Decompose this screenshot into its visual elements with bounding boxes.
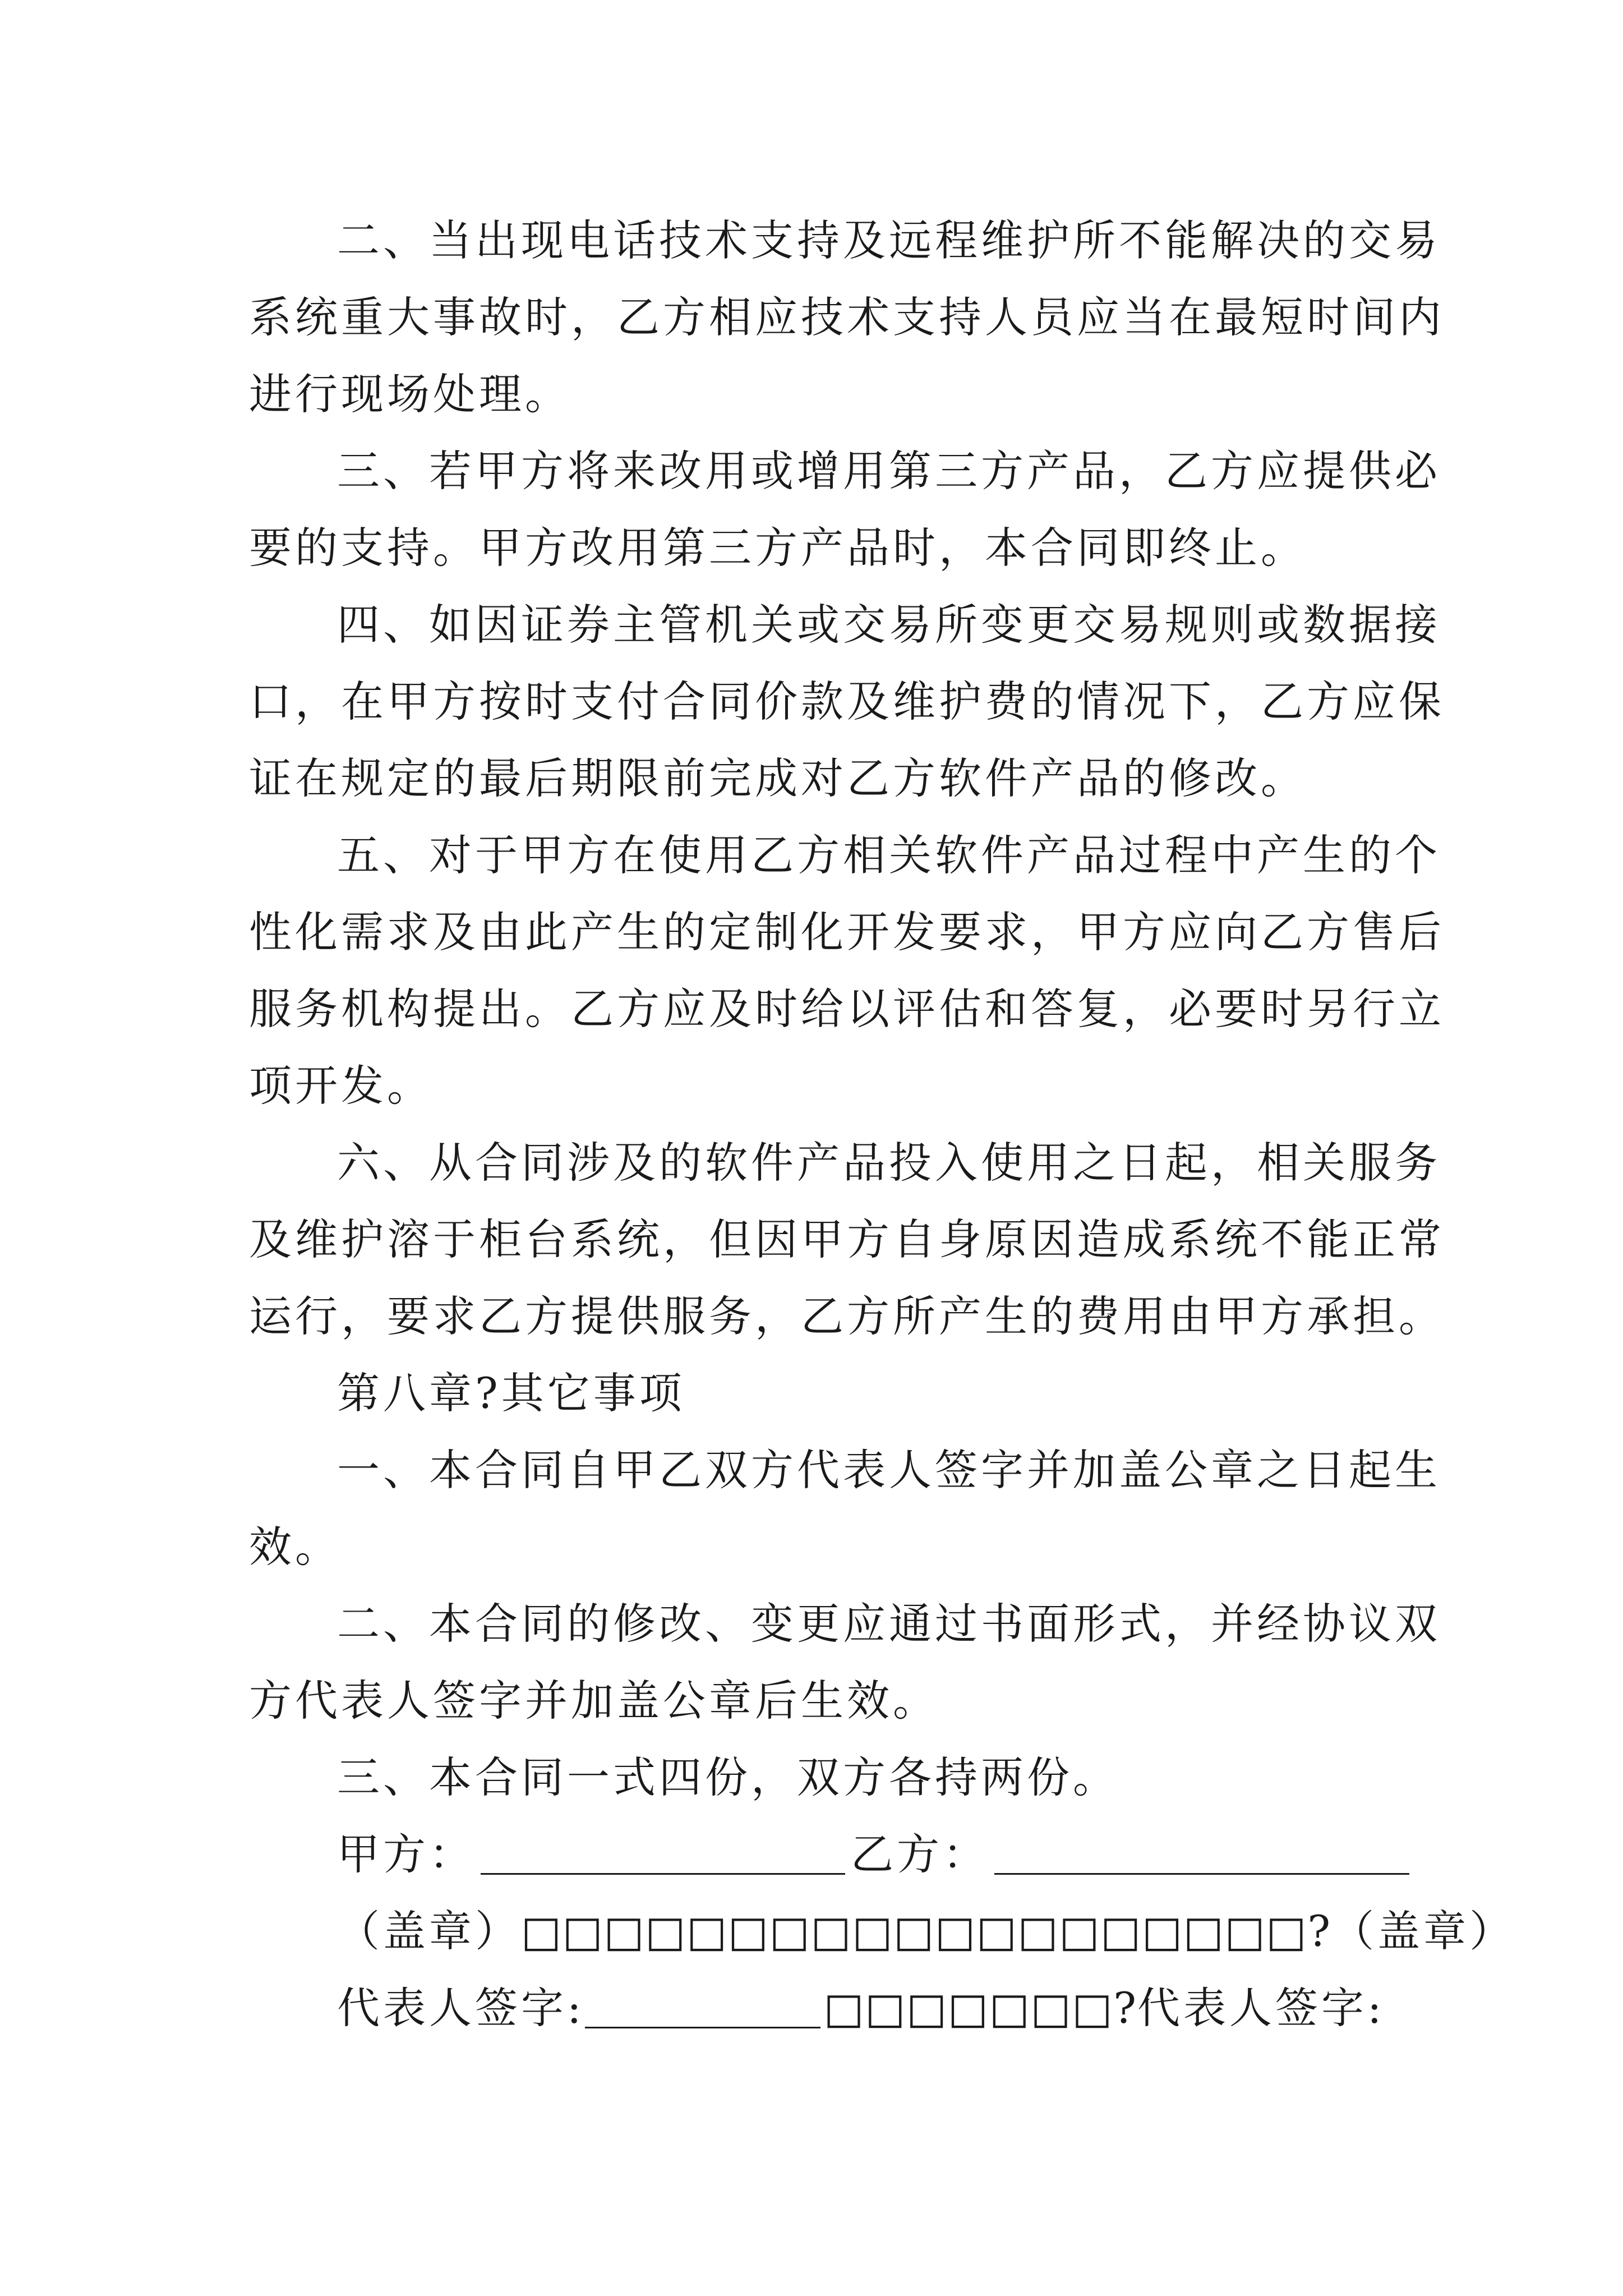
paragraph-line: 服务机构提出。乙方应及时给以评估和答复，必要时另行立 xyxy=(249,984,1445,1034)
seal-a-label: （盖章） xyxy=(337,1906,521,1956)
rep-b-label: 代表人签字: xyxy=(1137,1983,1385,2033)
paragraph-line: 系统重大事故时，乙方相应技术支持人员应当在最短时间内 xyxy=(249,292,1445,342)
rep-placeholder-boxes: □□□□□□□? xyxy=(823,1983,1138,2033)
paragraph-line: 二、当出现电话技术支持及远程维护所不能解决的交易 xyxy=(337,215,1441,265)
paragraph-line: 证在规定的最后期限前完成对乙方软件产品的修改。 xyxy=(249,753,1307,803)
contract-text xyxy=(249,202,1516,2046)
paragraph-line: 六、从合同涉及的软件产品投入使用之日起，相关服务 xyxy=(337,1138,1441,1188)
paragraph-line: 一、本合同自甲乙双方代表人签字并加盖公章之日起生 xyxy=(337,1445,1441,1495)
paragraph-line: 效。 xyxy=(249,1522,341,1572)
chapter-heading: 第八章?其它事项 xyxy=(337,1368,685,1418)
paragraph-line: 四、如因证券主管机关或交易所变更交易规则或数据接 xyxy=(337,600,1441,650)
paragraph-line: 项开发。 xyxy=(249,1061,433,1111)
party-line xyxy=(249,1816,1382,1893)
paragraph-line: 进行现场处理。 xyxy=(249,369,571,419)
rep-a-label: 代表人签字: xyxy=(337,1983,585,2033)
party-a-blank xyxy=(481,1839,845,1875)
paragraph-line: 运行，要求乙方提供服务，乙方所产生的费用由甲方承担。 xyxy=(249,1291,1445,1341)
paragraph-line: 口，在甲方按时支付合同价款及维护费的情况下，乙方应保 xyxy=(249,677,1445,726)
seal-line xyxy=(249,1893,1516,1970)
paragraph-line: 方代表人签字并加盖公章后生效。 xyxy=(249,1676,939,1726)
seal-placeholder-boxes: □□□□□□□□□□□□□□□□□□□? xyxy=(521,1906,1332,1956)
paragraph-line: 三、本合同一式四份，双方各持两份。 xyxy=(337,1752,1119,1802)
paragraph-line: 五、对于甲方在使用乙方相关软件产品过程中产生的个 xyxy=(337,830,1441,880)
rep-a-blank xyxy=(585,1993,820,2028)
paragraph-line: 三、若甲方将来改用或增用第三方产品，乙方应提供必 xyxy=(337,446,1441,496)
paragraph-line: 要的支持。甲方改用第三方产品时，本合同即终止。 xyxy=(249,523,1307,573)
party-a-label: 甲方： xyxy=(337,1829,475,1879)
paragraph-line: 及维护溶于柜台系统，但因甲方自身原因造成系统不能正常 xyxy=(249,1214,1445,1264)
paragraph-line: 二、本合同的修改、变更应通过书面形式，并经协议双 xyxy=(337,1599,1441,1649)
party-b-blank xyxy=(994,1839,1409,1875)
representative-line xyxy=(249,1970,1385,2046)
seal-b-label: （盖章） xyxy=(1331,1906,1516,1956)
party-b-label: 乙方： xyxy=(851,1829,989,1879)
paragraph-line: 性化需求及由此产生的定制化开发要求，甲方应向乙方售后 xyxy=(249,907,1445,957)
